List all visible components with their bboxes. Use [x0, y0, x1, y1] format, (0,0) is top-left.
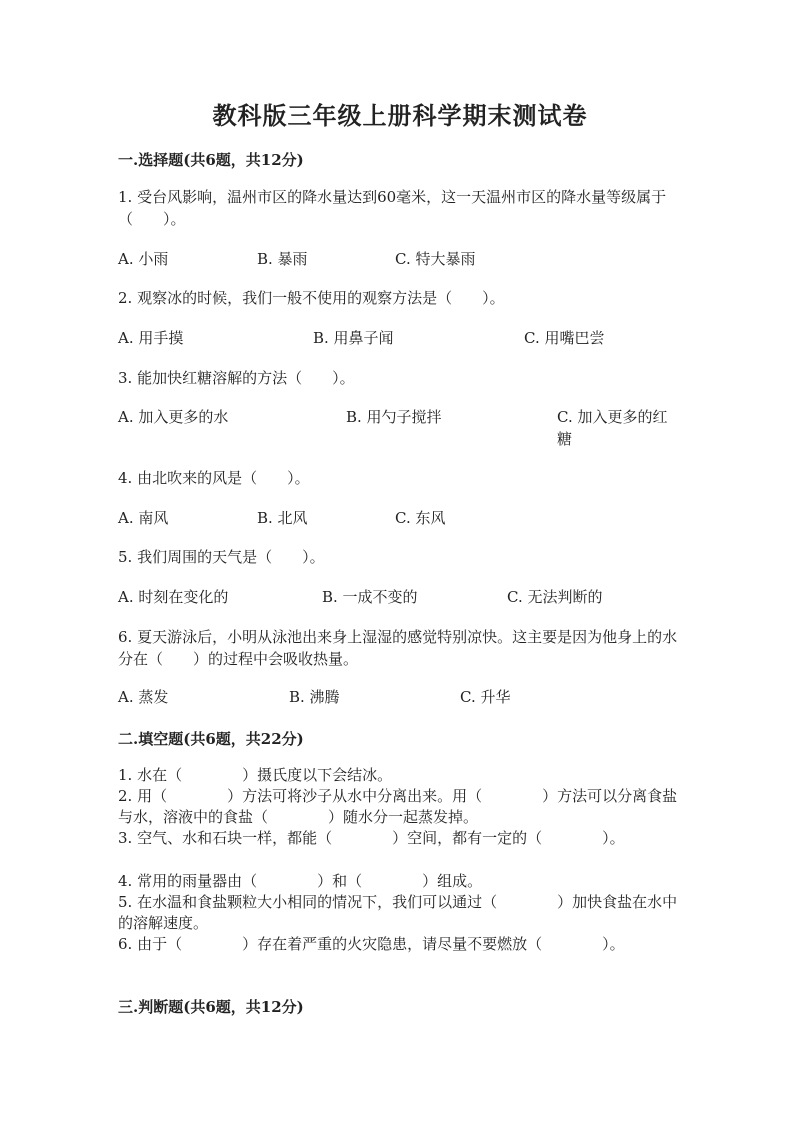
option-3b: B. 用勺子搅拌: [346, 408, 442, 426]
option-1a: A. 小雨: [118, 250, 169, 268]
section-heading-judge: 三.判断题(共6题，共12分): [118, 998, 304, 1016]
option-6c: C. 升华: [460, 688, 511, 706]
option-1b: B. 暴雨: [257, 250, 308, 268]
option-5c: C. 无法判断的: [507, 588, 603, 606]
fill-question-6: 6. 由于（ ）存在着严重的火灾隐患，请尽量不要燃放（ ）。: [118, 935, 625, 953]
fill-question-2: 2. 用（ ）方法可将沙子从水中分离出来。用（ ）方法可以分离食盐与水，溶液中的食盐（ ）随水分一起蒸发掉。: [118, 787, 678, 826]
option-3c: C. 加入更多的红糖: [557, 408, 668, 448]
question-3: 3. 能加快红糖溶解的方法（ ）。: [118, 369, 355, 387]
question-6: 6. 夏天游泳后，小明从泳池出来身上湿湿的感觉特别凉快。这主要是因为他身上的水分在（ ）的过程中会吸收热量。: [118, 628, 678, 668]
option-2c: C. 用嘴巴尝: [524, 329, 605, 347]
option-4c: C. 东风: [395, 509, 446, 527]
fill-question-4: 4. 常用的雨量器由（ ）和（ ）组成。: [118, 872, 483, 890]
question-1: 1. 受台风影响，温州市区的降水量达到60毫米，这一天温州市区的降水量等级属于（ ）。: [118, 188, 667, 228]
option-6a: A. 蒸发: [118, 688, 169, 706]
question-2: 2. 观察冰的时候，我们一般不使用的观察方法是（ ）。: [118, 289, 505, 307]
fill-question-1: 1. 水在（ ）摄氏度以下会结冰。: [118, 766, 393, 784]
option-5b: B. 一成不变的: [322, 588, 418, 606]
section-heading-fill: 二.填空题(共6题，共22分): [118, 730, 304, 748]
option-1c: C. 特大暴雨: [395, 250, 476, 268]
option-4b: B. 北风: [257, 509, 308, 527]
fill-question-3: 3. 空气、水和石块一样，都能（ ）空间，都有一定的（ ）。: [118, 829, 625, 847]
fill-question-5: 5. 在水温和食盐颗粒大小相同的情况下，我们可以通过（ ）加快食盐在水中的溶解速度。: [118, 893, 678, 932]
option-5a: A. 时刻在变化的: [118, 588, 229, 606]
section-heading-choice: 一.选择题(共6题，共12分): [118, 151, 304, 169]
option-6b: B. 沸腾: [289, 688, 340, 706]
option-4a: A. 南风: [118, 509, 169, 527]
option-2a: A. 用手摸: [118, 329, 184, 347]
question-4: 4. 由北吹来的风是（ ）。: [118, 469, 310, 487]
page-title: 教科版三年级上册科学期末测试卷: [212, 101, 588, 130]
option-3a: A. 加入更多的水: [118, 408, 229, 426]
question-5: 5. 我们周围的天气是（ ）。: [118, 548, 325, 566]
option-2b: B. 用鼻子闻: [313, 329, 394, 347]
